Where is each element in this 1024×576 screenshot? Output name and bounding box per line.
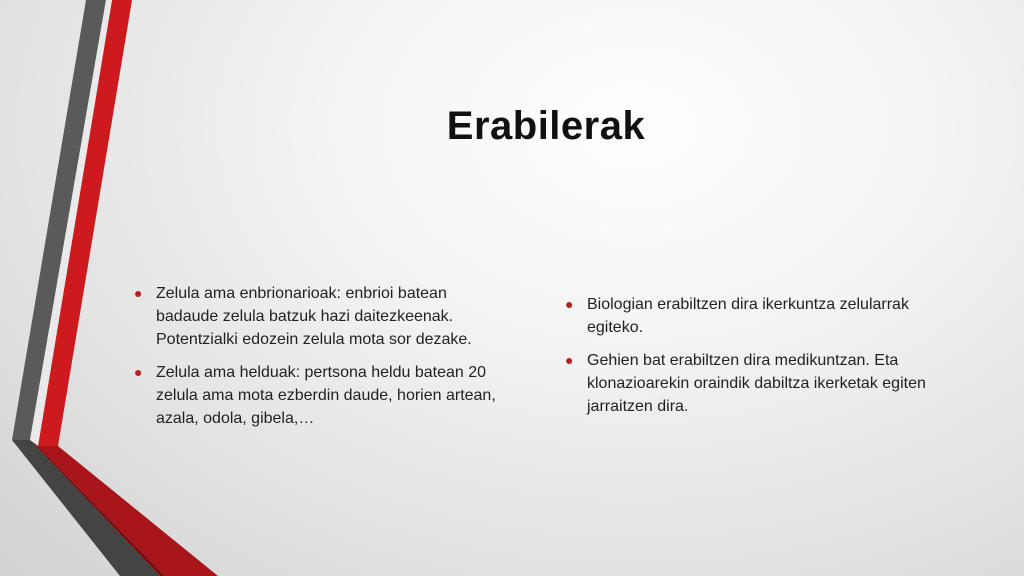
- left-bullet-list: [134, 282, 512, 430]
- dark-wedge: [30, 440, 165, 576]
- list-item-text: Zelula ama helduak: pertsona heldu batean 20 zelula ama mota ezberdin daude, horien artean, azala, odola, gibela,…: [156, 364, 496, 427]
- bullet-icon: ●: [565, 352, 574, 368]
- bullet-icon: ●: [565, 296, 574, 312]
- list-item: [134, 282, 512, 351]
- slide-title: Erabilerak: [446, 104, 646, 148]
- gray-diagonal: [12, 440, 160, 576]
- list-item: [565, 293, 955, 339]
- left-column: [134, 282, 512, 440]
- bullet-icon: ●: [134, 285, 143, 301]
- light-stripe: [30, 0, 112, 446]
- bullet-icon: ●: [134, 364, 143, 380]
- list-item: [565, 349, 955, 418]
- right-column: [565, 293, 955, 428]
- list-item: [134, 361, 512, 430]
- list-item-text: Biologian erabiltzen dira ikerkuntza zelularrak egiteko.: [587, 296, 909, 336]
- right-bullet-list: [565, 293, 955, 418]
- list-item-text: Gehien bat erabiltzen dira medikuntzan. Eta klonazioarekin oraindik dabiltza ikerketak egiten jarraitzen dira.: [587, 352, 926, 415]
- list-item-text: Zelula ama enbrionarioak: enbrioi batean badaude zelula batzuk hazi daitezkeenak. Potentzialki edozein zelula mota sor dezake.: [156, 285, 472, 348]
